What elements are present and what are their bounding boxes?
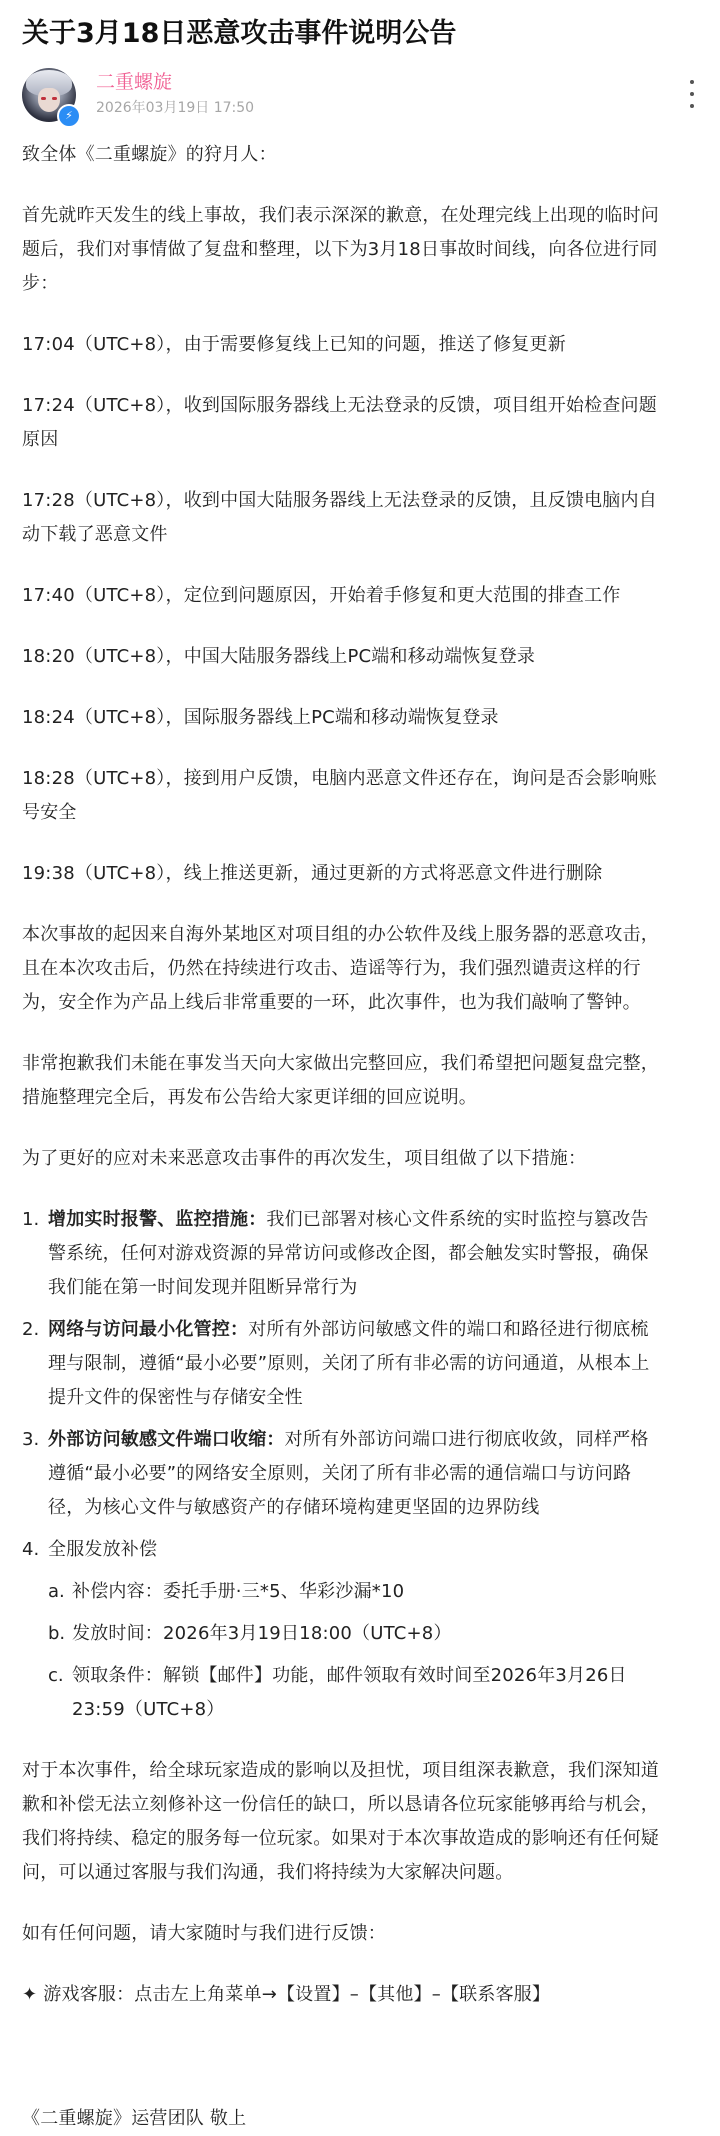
compensation-title: 全服发放补偿 — [48, 1539, 158, 1560]
list-number: 2. — [22, 1319, 40, 1340]
text-line: 17:04（UTC+8），由于需要修复线上已知的问题，推送了修复更新 — [22, 334, 566, 355]
text-line: 补偿内容：委托手册·三*5、华彩沙漏*10 — [72, 1581, 405, 1602]
measure-heading: 网络与访问最小化管控： — [48, 1319, 249, 1340]
customer-service-line — [22, 1978, 706, 2012]
sub-list-item — [22, 1617, 706, 1651]
measures-intro — [22, 1142, 706, 1176]
text-line: 号安全 — [22, 802, 77, 823]
text-line: 17:24（UTC+8），收到国际服务器线上无法登录的反馈，项目组开始检查问题 — [22, 395, 657, 416]
article-body — [22, 138, 706, 2136]
sparkle-star-icon: ✦ — [22, 1984, 38, 2005]
signoff — [22, 2102, 706, 2136]
timeline-entry — [22, 762, 706, 830]
timeline-entry — [22, 579, 706, 613]
timeline-entry — [22, 484, 706, 552]
measure-text: 我们已部署对核心文件系统的实时监控与篡改告 — [266, 1209, 649, 1230]
timeline-entry — [22, 640, 706, 674]
text-line: 17:28（UTC+8），收到中国大陆服务器线上无法登录的反馈，且反馈电脑内自 — [22, 490, 657, 511]
text-line: 歉和补偿无法立刻修补这一份信任的缺口，所以恳请各位玩家能够再给与机会， — [22, 1794, 659, 1815]
article-title: 关于3月18日恶意攻击事件说明公告 — [22, 18, 457, 49]
text-line: 18:28（UTC+8），接到用户反馈，电脑内恶意文件还存在，询问是否会影响账 — [22, 768, 657, 789]
text-line: 径，为核心文件与敏感资产的存储环境构建更坚固的边界防线 — [48, 1497, 540, 1518]
text-line: 本次事故的起因来自海外某地区对项目组的办公软件及线上服务器的恶意攻击， — [22, 924, 659, 945]
text-line: 对于本次事件，给全球玩家造成的影响以及担忧，项目组深表歉意，我们深知道 — [22, 1760, 659, 1781]
text-line: 警系统，任何对游戏资源的异常访问或修改企图，都会触发实时警报，确保 — [48, 1243, 649, 1264]
text-line: 如有任何问题，请大家随时与我们进行反馈： — [22, 1923, 386, 1944]
more-dot — [690, 80, 694, 84]
timeline-entry — [22, 857, 706, 891]
sub-list-item — [22, 1575, 706, 1609]
timeline-entry — [22, 389, 706, 457]
measure-heading: 增加实时报警、监控措施： — [48, 1209, 267, 1230]
text-line: 措施整理完全后，再发布公告给大家更详细的回应说明。 — [22, 1087, 477, 1108]
text-line: 我们能在第一时间发现并阻断异常行为 — [48, 1277, 358, 1298]
text-line: 18:24（UTC+8），国际服务器线上PC端和移动端恢复登录 — [22, 707, 499, 728]
avatar-eye — [52, 97, 57, 100]
text-line: 领取条件：解锁【邮件】功能，邮件领取有效时间至2026年3月26日 — [72, 1665, 627, 1686]
text-line: 17:40（UTC+8），定位到问题原因，开始着手修复和更大范围的排查工作 — [22, 585, 621, 606]
list-letter: b. — [48, 1623, 66, 1644]
timeline-entry — [22, 701, 706, 735]
more-dot — [690, 92, 694, 96]
measure-heading: 外部访问敏感文件端口收缩： — [48, 1429, 285, 1450]
text-line: 问，可以通过客服与我们沟通，我们将持续为大家解决问题。 — [22, 1862, 514, 1883]
text-line: 题后，我们对事情做了复盘和整理，以下为3月18日事故时间线，向各位进行同 — [22, 239, 658, 260]
text-line: 提升文件的保密性与存储安全性 — [48, 1387, 303, 1408]
sub-list-item — [22, 1659, 706, 1727]
list-item — [22, 1313, 706, 1415]
text-line: 为，安全作为产品上线后非常重要的一环，此次事件，也为我们敲响了警钟。 — [22, 992, 641, 1013]
measure-text: 对所有外部访问敏感文件的端口和路径进行彻底梳 — [248, 1319, 649, 1340]
cause-paragraph — [22, 918, 706, 1020]
text-line: 非常抱歉我们未能在事发当天向大家做出完整回应，我们希望把问题复盘完整， — [22, 1053, 659, 1074]
avatar-eye — [41, 97, 46, 100]
list-letter: a. — [48, 1581, 65, 1602]
feedback-prompt — [22, 1917, 706, 1951]
text-line: 发放时间：2026年3月19日18:00（UTC+8） — [72, 1623, 452, 1644]
list-number: 4. — [22, 1539, 40, 1560]
text-line: 首先就昨天发生的线上事故，我们表示深深的歉意，在处理完线上出现的临时问 — [22, 205, 659, 226]
list-number: 1. — [22, 1209, 40, 1230]
avatar-face — [38, 88, 60, 112]
text-line: 步： — [22, 273, 59, 294]
service-text: 游戏客服：点击左上角菜单→【设置】–【其他】–【联系客服】 — [43, 1984, 551, 2005]
post-timestamp: 2026年03月19日 17:50 — [96, 100, 255, 116]
text-line: 动下载了恶意文件 — [22, 524, 168, 545]
text-line: 《二重螺旋》运营团队 敬上 — [22, 2108, 247, 2129]
text-line: 原因 — [22, 429, 59, 450]
more-dot — [690, 104, 694, 108]
text-line: 为了更好的应对未来恶意攻击事件的再次发生，项目组做了以下措施： — [22, 1148, 587, 1169]
text-line: 理与限制，遵循“最小必要”原则，关闭了所有非必需的访问通道，从根本上 — [48, 1353, 650, 1374]
greeting: 致全体《二重螺旋》的狩月人： — [22, 144, 277, 165]
intro-paragraph — [22, 199, 706, 301]
text-line: 且在本次攻击后，仍然在持续进行攻击、造谣等行为，我们强烈谴责这样的行 — [22, 958, 641, 979]
more-options-icon[interactable] — [684, 80, 700, 108]
text-line: 23:59（UTC+8） — [72, 1699, 225, 1720]
timeline-entry — [22, 328, 706, 362]
text-line: 18:20（UTC+8），中国大陆服务器线上PC端和移动端恢复登录 — [22, 646, 536, 667]
closing-paragraph — [22, 1754, 706, 1890]
list-item — [22, 1423, 706, 1525]
list-item — [22, 1533, 706, 1567]
measure-text: 对所有外部访问端口进行彻底收敛，同样严格 — [284, 1429, 649, 1450]
apology-paragraph — [22, 1047, 706, 1115]
list-number: 3. — [22, 1429, 40, 1450]
measures-list — [22, 1203, 706, 1727]
text-line: 19:38（UTC+8），线上推送更新，通过更新的方式将恶意文件进行删除 — [22, 863, 603, 884]
text-line: 我们将持续、稳定的服务每一位玩家。如果对于本次事故造成的影响还有任何疑 — [22, 1828, 659, 1849]
list-item — [22, 1203, 706, 1305]
author-name[interactable]: 二重螺旋 — [96, 71, 173, 93]
list-letter: c. — [48, 1665, 64, 1686]
verified-badge-icon: ⚡ — [57, 104, 81, 128]
text-line: 遵循“最小必要”的网络安全原则，关闭了所有非必需的通信端口与访问路 — [48, 1463, 632, 1484]
